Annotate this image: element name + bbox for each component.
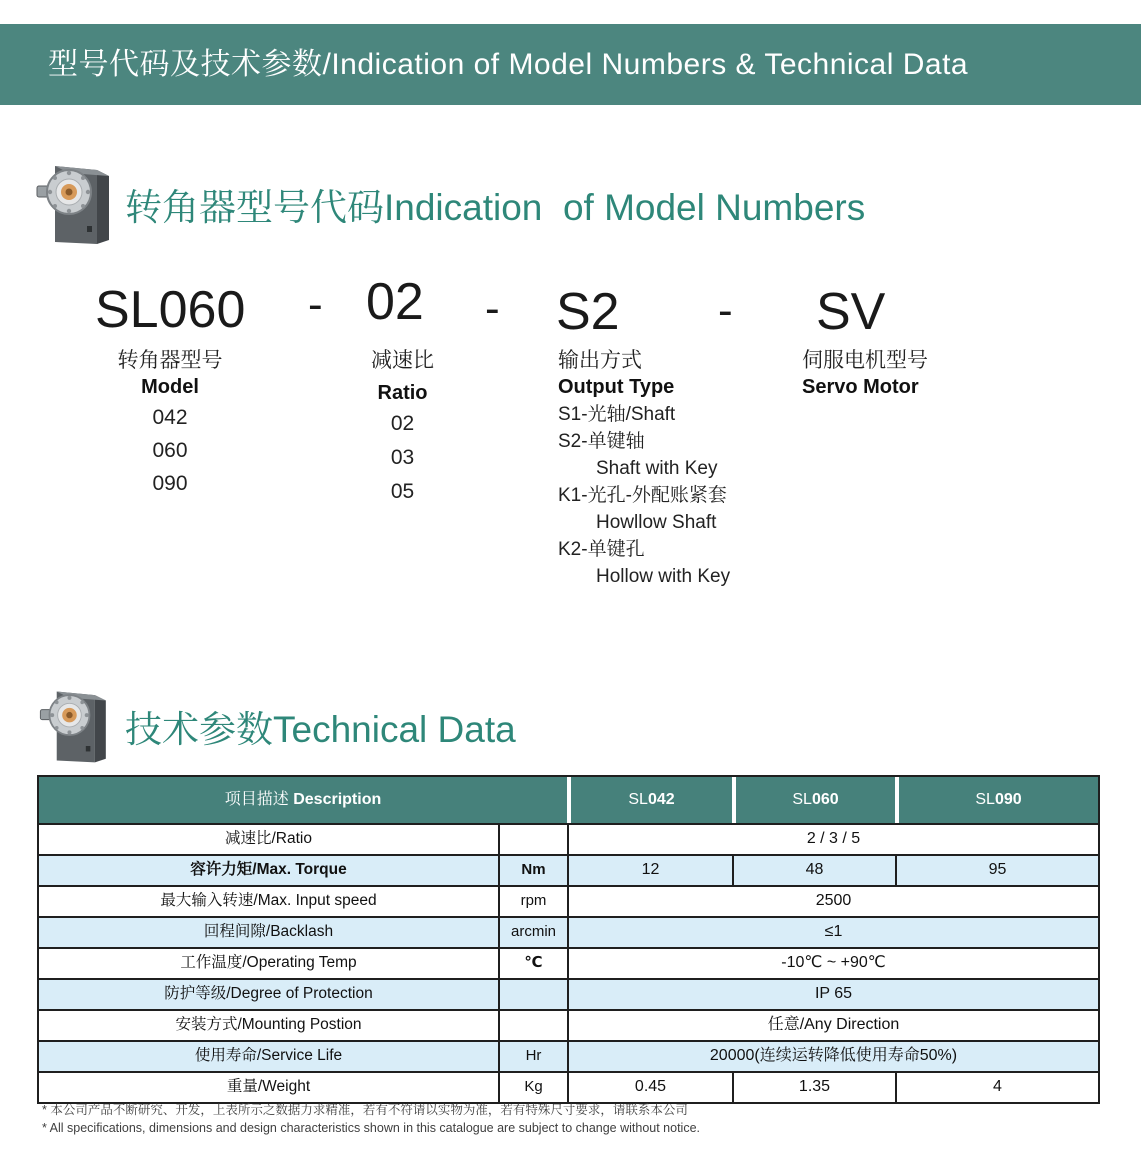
row-value-sl090: 4 bbox=[895, 1073, 1098, 1102]
row-label: 回程间隙/Backlash bbox=[39, 918, 498, 947]
output-option: K2-单键孔 bbox=[558, 539, 645, 560]
row-value-span: 任意/Any Direction bbox=[567, 1011, 1098, 1040]
table-row-backlash bbox=[39, 916, 1098, 947]
header-sl042 bbox=[567, 777, 732, 823]
row-unit: Kg bbox=[498, 1073, 567, 1102]
section-title-en: Technical Data bbox=[273, 709, 516, 750]
section-model-numbers-title bbox=[125, 177, 865, 231]
code-ratio: 02 bbox=[366, 273, 424, 331]
section-model-numbers-header bbox=[35, 160, 865, 248]
model-value: 060 bbox=[152, 439, 188, 462]
table-row-operating-temp bbox=[39, 947, 1098, 978]
code-dash-3: - bbox=[718, 286, 733, 335]
output-label-en: Output Type bbox=[558, 376, 675, 398]
row-label: 防护等级/Degree of Protection bbox=[39, 980, 498, 1009]
row-unit bbox=[498, 1011, 567, 1040]
output-type-column bbox=[558, 348, 808, 590]
row-unit bbox=[498, 980, 567, 1009]
servo-label-en: Servo Motor bbox=[802, 376, 919, 398]
row-label: 容许力矩/Max. Torque bbox=[39, 856, 498, 885]
footnote-zh: * 本公司产品不断研究、开发，上表所示之数据力求精准，若有不符请以实物为准，若有特殊尺寸要求，请联系本公司 bbox=[42, 1103, 688, 1117]
row-unit: ℃ bbox=[498, 949, 567, 978]
banner-title: 型号代码及技术参数/Indication of Model Numbers & Technical Data bbox=[48, 48, 969, 81]
row-value-sl090: 95 bbox=[895, 856, 1098, 885]
row-value-span: 2 / 3 / 5 bbox=[567, 825, 1098, 854]
row-unit bbox=[498, 825, 567, 854]
row-value-span: ≤1 bbox=[567, 918, 1098, 947]
row-label: 最大输入转速/Max. Input speed bbox=[39, 887, 498, 916]
row-value-span: IP 65 bbox=[567, 980, 1098, 1009]
model-value: 042 bbox=[152, 406, 188, 429]
model-code-area bbox=[0, 272, 1141, 602]
section-technical-data-title bbox=[125, 699, 516, 753]
table-row-weight bbox=[39, 1071, 1098, 1102]
output-option: S2-单键轴 bbox=[558, 431, 645, 452]
code-dash-2: - bbox=[485, 284, 500, 333]
output-option-sub: Hollow with Key bbox=[596, 566, 731, 587]
row-label: 减速比/Ratio bbox=[39, 825, 498, 854]
model-column bbox=[95, 348, 245, 500]
header-col-num: 090 bbox=[994, 791, 1022, 808]
model-label-zh: 转角器型号 bbox=[117, 349, 223, 372]
section-technical-data-header bbox=[35, 686, 516, 766]
gearbox-product-icon bbox=[35, 160, 113, 248]
servo-motor-column bbox=[802, 348, 982, 401]
output-option-sub: Howllow Shaft bbox=[596, 512, 717, 533]
code-model: SL060 bbox=[95, 281, 246, 339]
row-label: 使用寿命/Service Life bbox=[39, 1042, 498, 1071]
servo-label-zh: 伺服电机型号 bbox=[802, 349, 928, 372]
ratio-value: 02 bbox=[390, 412, 415, 435]
table-row-max-torque bbox=[39, 854, 1098, 885]
row-value-sl042: 0.45 bbox=[567, 1073, 732, 1102]
output-option: K1-光孔-外配账紧套 bbox=[558, 485, 727, 506]
technical-data-table bbox=[37, 775, 1100, 1104]
header-description-en: Description bbox=[293, 791, 382, 808]
header-sl090 bbox=[895, 777, 1098, 823]
code-servo: SV bbox=[816, 283, 886, 341]
section-title-zh: 技术参数 bbox=[125, 709, 273, 750]
output-option: S1-光轴/Shaft bbox=[558, 404, 676, 425]
page-banner bbox=[0, 24, 1141, 105]
ratio-label-en: Ratio bbox=[377, 382, 428, 404]
row-label: 工作温度/Operating Temp bbox=[39, 949, 498, 978]
section-title-zh: 转角器型号代码 bbox=[125, 187, 384, 228]
table-header-row bbox=[39, 777, 1098, 823]
row-label: 重量/Weight bbox=[39, 1073, 498, 1102]
gearbox-product-icon bbox=[35, 686, 113, 766]
row-unit: Nm bbox=[498, 856, 567, 885]
header-sl060 bbox=[732, 777, 895, 823]
header-description bbox=[39, 777, 567, 823]
table-row-ratio bbox=[39, 823, 1098, 854]
code-dash-1: - bbox=[308, 280, 323, 329]
code-output-type: S2 bbox=[556, 283, 620, 341]
row-unit: arcmin bbox=[498, 918, 567, 947]
row-value-span: 2500 bbox=[567, 887, 1098, 916]
header-col-prefix: SL bbox=[792, 791, 812, 808]
row-label: 安装方式/Mounting Postion bbox=[39, 1011, 498, 1040]
output-label-zh: 输出方式 bbox=[558, 349, 642, 372]
row-value-sl042: 12 bbox=[567, 856, 732, 885]
model-label-en: Model bbox=[141, 376, 199, 398]
ratio-value: 03 bbox=[390, 446, 415, 469]
row-value-sl060: 1.35 bbox=[732, 1073, 895, 1102]
row-unit: Hr bbox=[498, 1042, 567, 1071]
header-col-prefix: SL bbox=[975, 791, 995, 808]
table-row-mounting-position bbox=[39, 1009, 1098, 1040]
row-value-sl060: 48 bbox=[732, 856, 895, 885]
ratio-label-zh: 减速比 bbox=[371, 349, 434, 372]
row-value-span: 20000(连续运转降低使用寿命50%) bbox=[567, 1042, 1098, 1071]
row-value-span: -10℃ ~ +90℃ bbox=[567, 949, 1098, 978]
footnote-en: * All specifications, dimensions and design characteristics shown in this catalogue are subject to change without notice. bbox=[42, 1121, 701, 1135]
header-col-num: 060 bbox=[811, 791, 839, 808]
row-unit: rpm bbox=[498, 887, 567, 916]
model-value: 090 bbox=[152, 472, 188, 495]
footnotes bbox=[42, 1101, 1102, 1137]
table-row-degree-of-protection bbox=[39, 978, 1098, 1009]
table-row-service-life bbox=[39, 1040, 1098, 1071]
ratio-column bbox=[345, 348, 460, 509]
section-title-en: Indication of Model Numbers bbox=[384, 187, 866, 228]
output-option-sub: Shaft with Key bbox=[596, 458, 718, 479]
header-col-num: 042 bbox=[647, 791, 675, 808]
table-row-max-input-speed bbox=[39, 885, 1098, 916]
header-description-zh: 项目描述 bbox=[224, 791, 294, 808]
header-col-prefix: SL bbox=[628, 791, 648, 808]
ratio-value: 05 bbox=[390, 480, 415, 503]
